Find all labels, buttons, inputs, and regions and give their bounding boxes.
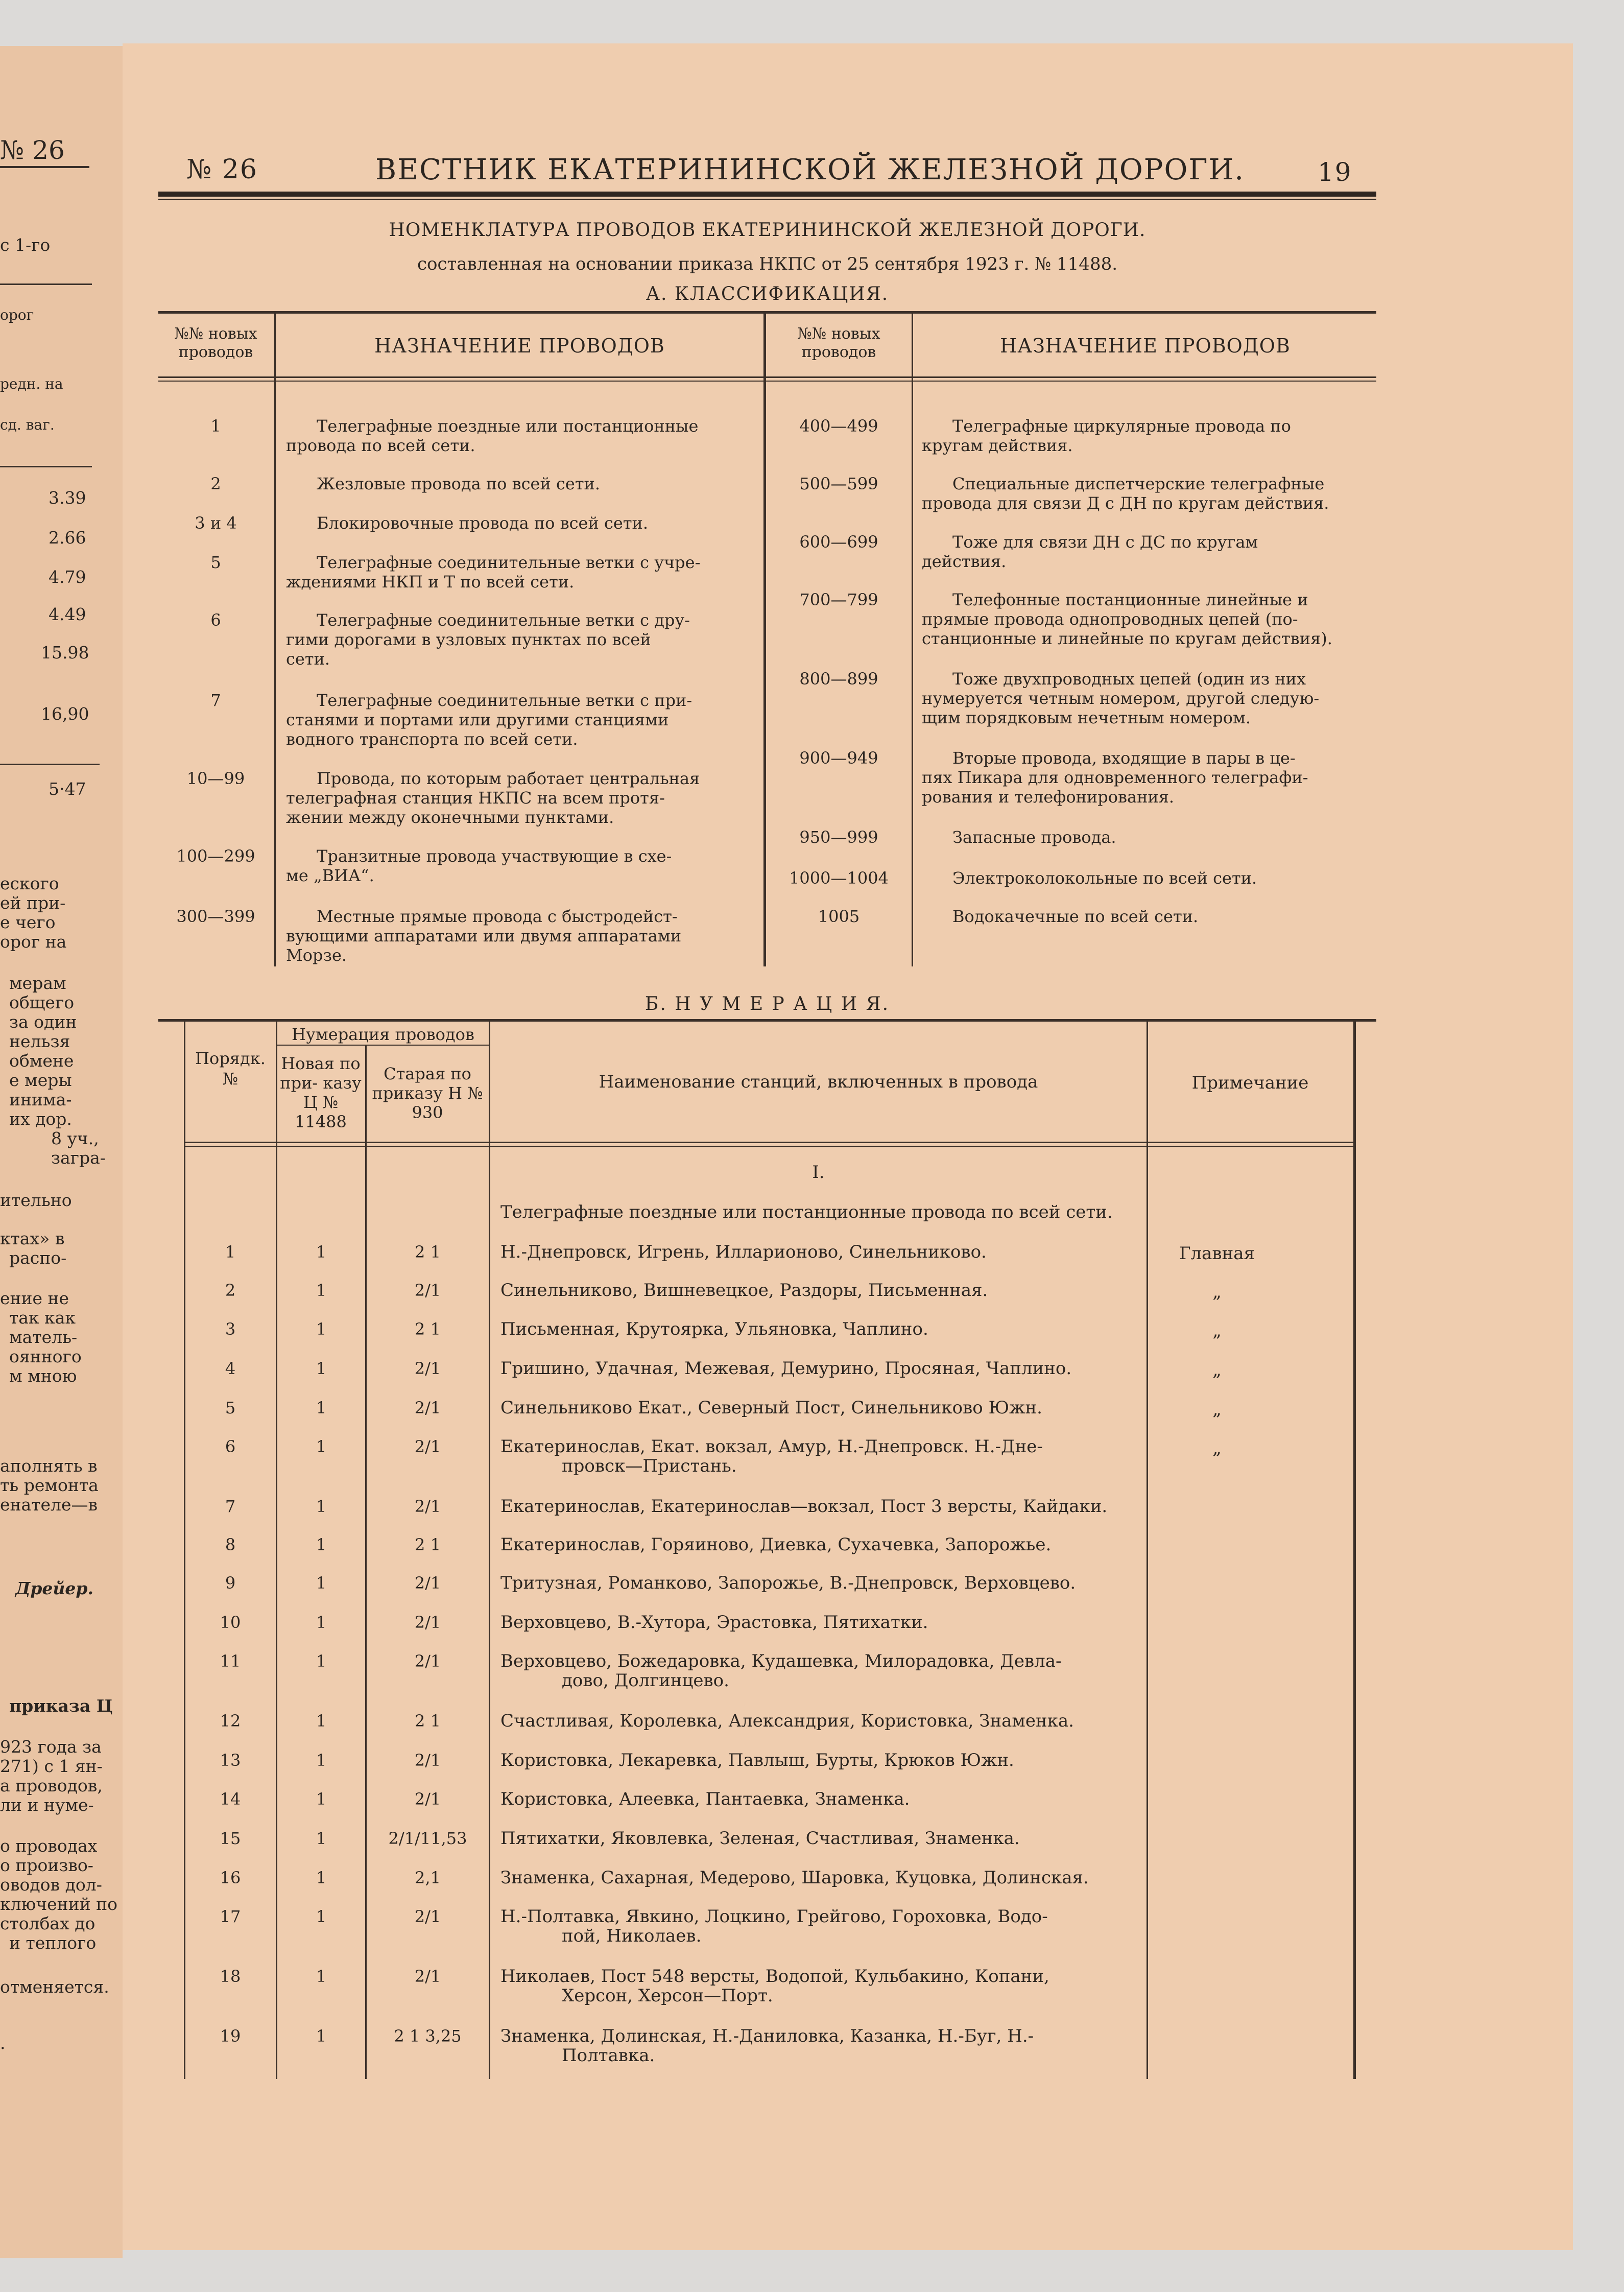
row-new-number: 1: [316, 1242, 327, 1262]
table-head-rule-2: [158, 381, 1376, 382]
left-page-line: загра-: [51, 1148, 106, 1168]
left-page-line: еского: [0, 873, 59, 893]
nomenclature-subtitle: составленная на основании приказа НКПС от 25 сентября 1923 г. № 11488.: [417, 254, 1118, 274]
class-purpose-line: сети.: [286, 649, 330, 669]
left-page-line: ей при-: [0, 893, 66, 913]
num-head-rule-2: [184, 1146, 1354, 1147]
row-new-number: 1: [316, 1359, 327, 1378]
row-new-number: 1: [316, 1535, 327, 1554]
table-top-rule: [158, 311, 1376, 314]
class-purpose-line: жении между оконечными пунктами.: [286, 808, 614, 827]
num-col-divider: [1147, 1022, 1148, 2079]
row-order-number: 5: [225, 1398, 236, 1417]
left-page-line: 8 уч.,: [51, 1128, 99, 1148]
row-order-number: 3: [225, 1319, 236, 1339]
row-stations: Верховцево, В.-Хутора, Эрастовка, Пятихатки.: [500, 1612, 928, 1633]
left-page-line: .: [0, 2033, 6, 2053]
class-purpose-line: Вторые провода, входящие в пары в це-: [952, 748, 1296, 768]
left-page-line: аполнять в: [0, 1456, 98, 1476]
left-page-line: с 1-го: [0, 235, 51, 255]
col-header-new: Новая по при- казу Ц № 11488: [280, 1054, 362, 1131]
row-old-number: 2/1/11,53: [388, 1829, 467, 1848]
row-stations: дово, Долгинцево.: [562, 1670, 729, 1691]
row-stations: Екатеринослав, Горяиново, Диевка, Сухачевка, Запорожье.: [500, 1534, 1052, 1555]
left-rule: [0, 764, 100, 765]
row-order-number: 1: [225, 1242, 236, 1262]
row-new-number: 1: [316, 1967, 327, 1986]
row-order-number: 12: [220, 1711, 241, 1731]
nomenclature-title: НОМЕНКЛАТУРА ПРОВОДОВ ЕКАТЕРИНИНСКОЙ ЖЕЛЕЗНОЙ ДОРОГИ.: [389, 220, 1146, 241]
col-header-num-left: №№ новых проводов: [174, 325, 257, 361]
row-stations: Екатеринослав, Екат. вокзал, Амур, Н.-Днепровск. Н.-Дне-: [500, 1436, 1043, 1457]
row-old-number: 2 1: [415, 1711, 441, 1731]
row-old-number: 2 1: [415, 1242, 441, 1262]
row-new-number: 1: [316, 2026, 327, 2046]
row-new-number: 1: [316, 1711, 327, 1731]
class-purpose-line: Телеграфные циркулярные провода по: [952, 416, 1291, 436]
left-page-line: инима-: [9, 1090, 72, 1109]
row-new-number: 1: [316, 1281, 327, 1300]
group-title: Телеграфные поездные или постанционные провода по всей сети.: [500, 1202, 1113, 1222]
left-page-line: и теплого: [9, 1933, 97, 1953]
row-old-number: 2/1: [414, 1573, 441, 1593]
row-stations: Н.-Полтавка, Явкино, Лоцкино, Грейгово, Гороховка, Водо-: [500, 1906, 1048, 1927]
class-purpose-line: Запасные провода.: [952, 828, 1116, 847]
class-purpose-line: действия.: [922, 552, 1007, 571]
class-purpose-line: Местные прямые провода с быстродейст-: [317, 907, 678, 926]
class-purpose-line: провода по всей сети.: [286, 436, 475, 455]
class-number: 700—799: [799, 590, 878, 609]
row-new-number: 1: [316, 1437, 327, 1456]
left-page-line: мерам: [9, 973, 66, 993]
row-stations: Синельниково, Вишневецкое, Раздоры, Письменная.: [500, 1280, 988, 1301]
col-header-old: Старая по приказу Н № 930: [372, 1064, 483, 1122]
row-order-number: 4: [225, 1359, 236, 1378]
class-purpose-line: рования и телефонирования.: [922, 787, 1175, 807]
row-old-number: 2/1: [414, 1789, 441, 1809]
col-divider: [912, 313, 913, 966]
left-page-line: приказа Ц: [9, 1696, 113, 1716]
row-old-number: 2 1: [415, 1319, 441, 1339]
class-number: 7: [210, 691, 221, 710]
col-header-num-right: №№ новых проводов: [797, 325, 880, 361]
class-purpose-line: прямые провода однопроводных цепей (по-: [922, 609, 1298, 629]
class-purpose-line: Тоже двухпроводных цепей (один из них: [952, 669, 1306, 689]
left-page-line: № 26: [0, 135, 65, 165]
row-stations: Синельниково Екат., Северный Пост, Синельниково Южн.: [500, 1398, 1042, 1418]
section-b-heading: Б. Н У М Е Р А Ц И Я.: [644, 994, 890, 1014]
row-stations: Знаменка, Долинская, Н.-Даниловка, Казанка, Н.-Буг, Н.-: [500, 2026, 1034, 2046]
class-purpose-line: кругам действия.: [922, 436, 1073, 455]
left-page-line: за один: [9, 1012, 77, 1032]
row-note: „: [1212, 1399, 1222, 1420]
row-stations: Счастливая, Королевка, Александрия, Користовка, Знаменка.: [500, 1711, 1074, 1731]
row-order-number: 9: [225, 1573, 236, 1593]
class-number: 500—599: [799, 474, 878, 493]
left-page-line: 923 года за: [0, 1737, 102, 1757]
page-number: 19: [1318, 157, 1352, 187]
class-number: 3 и 4: [195, 513, 237, 533]
col-header-purpose-left: НАЗНАЧЕНИЕ ПРОВОДОВ: [374, 335, 665, 357]
class-purpose-line: Телеграфные соединительные ветки с при-: [317, 691, 692, 710]
row-note: Главная: [1179, 1243, 1255, 1264]
num-head-rule: [184, 1142, 1354, 1143]
left-rule: [0, 283, 92, 285]
row-order-number: 17: [220, 1907, 241, 1926]
row-old-number: 2/1: [414, 1967, 441, 1986]
row-old-number: 2 1: [415, 1535, 441, 1554]
left-page-line: е меры: [9, 1070, 72, 1090]
class-purpose-line: Телеграфные соединительные ветки с учре-: [317, 553, 701, 572]
class-purpose-line: Морзе.: [286, 946, 347, 965]
col-header-note: Примечание: [1191, 1073, 1309, 1093]
left-page-line: обмене: [9, 1051, 74, 1071]
left-page-line: ктах» в: [0, 1228, 65, 1248]
row-old-number: 2 1 3,25: [394, 2026, 462, 2046]
class-number: 800—899: [799, 669, 878, 689]
class-purpose-line: Транзитные провода участвующие в схе-: [317, 846, 672, 866]
row-note: „: [1212, 1360, 1222, 1380]
row-old-number: 2/1: [414, 1497, 441, 1516]
row-stations: Користовка, Лекаревка, Павлыш, Бурты, Крюков Южн.: [500, 1750, 1014, 1770]
class-number: 1005: [818, 907, 860, 926]
class-purpose-line: Жезловые провода по всей сети.: [317, 474, 601, 493]
row-stations: Екатеринослав, Екатеринослав—вокзал, Пост 3 версты, Кайдаки.: [500, 1496, 1108, 1517]
class-number: 2: [210, 474, 221, 493]
group-roman: I.: [812, 1162, 825, 1183]
class-number: 5: [210, 553, 221, 572]
class-purpose-line: щим порядковым нечетным номером.: [922, 708, 1251, 727]
row-stations: провск—Пристань.: [562, 1456, 737, 1476]
row-order-number: 18: [220, 1967, 241, 1986]
left-page-line: ть ремонта: [0, 1475, 99, 1495]
row-new-number: 1: [316, 1613, 327, 1632]
row-new-number: 1: [316, 1907, 327, 1926]
left-page-line: о проводах: [0, 1836, 98, 1856]
class-number: 900—949: [799, 748, 878, 768]
row-old-number: 2/1: [414, 1613, 441, 1632]
row-note: „: [1212, 1282, 1222, 1302]
class-purpose-line: ждениями НКП и Т по всей сети.: [286, 572, 575, 592]
left-page-line: 271) с 1 ян-: [0, 1756, 103, 1776]
row-order-number: 16: [220, 1868, 241, 1887]
row-order-number: 15: [220, 1829, 241, 1848]
class-purpose-line: пях Пикара для одновременного телеграфи-: [922, 768, 1308, 787]
left-page-line: ение не: [0, 1288, 69, 1308]
row-order-number: 14: [220, 1789, 241, 1809]
class-purpose-line: телеграфная станция НКПС на всем протя-: [286, 788, 665, 808]
col-header-names: Наименование станций, включенных в провода: [599, 1072, 1038, 1092]
left-page-line: енателе—в: [0, 1495, 98, 1515]
class-purpose-line: Провода, по которым работает центральная: [317, 769, 700, 788]
class-purpose-line: Блокировочные провода по всей сети.: [317, 513, 649, 533]
row-order-number: 6: [225, 1437, 236, 1456]
row-stations: Херсон, Херсон—Порт.: [562, 1986, 773, 2006]
class-number: 950—999: [799, 828, 878, 847]
left-page-line: 3.39: [49, 488, 86, 508]
row-stations: Николаев, Пост 548 версты, Водопой, Кульбакино, Копани,: [500, 1966, 1049, 1987]
left-rule: [0, 466, 92, 467]
left-page-line: распо-: [9, 1248, 67, 1268]
row-order-number: 19: [220, 2026, 241, 2046]
class-number: 1000—1004: [789, 868, 889, 888]
row-stations: Письменная, Крутоярка, Ульяновка, Чаплино.: [500, 1319, 928, 1339]
num-border-right: [1353, 1022, 1356, 2079]
row-stations: Пятихатки, Яковлевка, Зеленая, Счастливая, Знаменка.: [500, 1828, 1020, 1849]
class-purpose-line: Телеграфные поездные или постанционные: [317, 416, 699, 436]
class-purpose-line: вующими аппаратами или двумя аппаратами: [286, 926, 682, 946]
section-a-heading: А. КЛАССИФИКАЦИЯ.: [646, 283, 889, 304]
left-page-line: а проводов,: [0, 1776, 103, 1795]
left-page-line: матель-: [9, 1327, 78, 1347]
row-note: „: [1212, 1320, 1222, 1341]
row-stations: Знаменка, Сахарная, Медерово, Шаровка, Куцовка, Долинская.: [500, 1868, 1089, 1888]
header-rule-thin: [158, 199, 1376, 200]
left-page-line: так как: [9, 1308, 76, 1328]
left-page-line: 16,90: [41, 704, 89, 724]
left-page-line: орог на: [0, 932, 67, 952]
left-page-line: орог: [0, 306, 34, 323]
class-number: 400—499: [799, 416, 878, 436]
col-header-order: Порядк. №: [195, 1049, 266, 1089]
row-order-number: 8: [225, 1535, 236, 1554]
row-old-number: 2/1: [414, 1437, 441, 1456]
left-page-line: их дор.: [9, 1109, 72, 1129]
class-purpose-line: станями и портами или другими станциями: [286, 710, 669, 729]
row-new-number: 1: [316, 1751, 327, 1770]
class-number: 300—399: [176, 907, 255, 926]
left-page-line: 4.79: [49, 567, 86, 587]
row-stations: Полтавка.: [562, 2045, 655, 2066]
row-stations: Користовка, Алеевка, Пантаевка, Знаменка.: [500, 1789, 910, 1809]
class-number: 600—699: [799, 532, 878, 552]
class-purpose-line: станционные и линейные по кругам действия).: [922, 629, 1332, 648]
col-header-purpose-right: НАЗНАЧЕНИЕ ПРОВОДОВ: [1000, 335, 1291, 357]
left-page-line: Дрейер.: [15, 1578, 93, 1598]
left-page-line: ключений по: [0, 1894, 118, 1914]
class-purpose-line: нумеруется четным номером, другой следую-: [922, 689, 1320, 708]
row-new-number: 1: [316, 1829, 327, 1848]
left-page-line: редн. на: [0, 375, 63, 392]
row-new-number: 1: [316, 1789, 327, 1809]
row-order-number: 7: [225, 1497, 236, 1516]
left-page-line: оянного: [9, 1346, 82, 1366]
row-old-number: 2/1: [414, 1398, 441, 1417]
row-old-number: 2/1: [414, 1751, 441, 1770]
header-rule: [158, 192, 1376, 197]
left-page-line: о произво-: [0, 1855, 93, 1875]
class-purpose-line: Телеграфные соединительные ветки с дру-: [317, 610, 690, 630]
row-old-number: 2/1: [414, 1907, 441, 1926]
row-new-number: 1: [316, 1573, 327, 1593]
class-purpose-line: гими дорогами в узловых пунктах по всей: [286, 630, 651, 649]
class-number: 100—299: [176, 846, 255, 866]
left-page-line: 2.66: [49, 528, 86, 548]
row-old-number: 2/1: [414, 1651, 441, 1671]
class-purpose-line: водного транспорта по всей сети.: [286, 729, 578, 749]
left-page-line: 4.49: [49, 604, 86, 624]
left-page-line: е чего: [0, 912, 56, 932]
row-stations: пой, Николаев.: [562, 1926, 702, 1946]
class-number: 6: [210, 610, 221, 630]
left-page-line: отменяется.: [0, 1977, 109, 1997]
left-page-line: столбах до: [0, 1913, 95, 1933]
journal-title: ВЕСТНИК ЕКАТЕРИНИНСКОЙ ЖЕЛЕЗНОЙ ДОРОГИ.: [375, 153, 1245, 186]
row-order-number: 10: [220, 1613, 241, 1632]
left-page-line: ительно: [0, 1190, 72, 1210]
class-purpose-line: Тоже для связи ДН с ДС по кругам: [952, 532, 1258, 552]
class-purpose-line: ме „ВИА“.: [286, 866, 374, 885]
left-page-line: м мною: [9, 1366, 77, 1386]
row-new-number: 1: [316, 1868, 327, 1887]
row-old-number: 2/1: [414, 1281, 441, 1300]
table-head-rule: [158, 376, 1376, 378]
left-page-line: нельзя: [9, 1031, 70, 1051]
row-stations: Верховцево, Божедаровка, Кудашевка, Милорадовка, Девла-: [500, 1651, 1062, 1671]
row-old-number: 2,1: [415, 1868, 441, 1887]
left-page-line: ли и нуме-: [0, 1795, 94, 1815]
class-number: 1: [210, 416, 221, 436]
left-page-line: 15.98: [41, 643, 89, 663]
col-header-numbering: Нумерация проводов: [292, 1025, 474, 1044]
class-number: 10—99: [186, 769, 245, 788]
left-page-line: сд. ваг.: [0, 416, 55, 433]
row-note: „: [1212, 1438, 1222, 1458]
row-new-number: 1: [316, 1651, 327, 1671]
class-purpose-line: Водокачечные по всей сети.: [952, 907, 1199, 926]
left-page-line: общего: [9, 993, 75, 1012]
class-purpose-line: провода для связи Д с ДН по кругам действия.: [922, 493, 1329, 513]
left-page-line: оводов дол-: [0, 1875, 102, 1895]
row-old-number: 2/1: [414, 1359, 441, 1378]
row-new-number: 1: [316, 1319, 327, 1339]
row-order-number: 2: [225, 1281, 236, 1300]
class-purpose-line: Электроколокольные по всей сети.: [952, 868, 1257, 888]
issue-number: № 26: [186, 154, 258, 185]
row-order-number: 11: [220, 1651, 241, 1671]
row-order-number: 13: [220, 1751, 241, 1770]
row-stations: Н.-Днепровск, Игрень, Илларионово, Синельниково.: [500, 1242, 987, 1262]
class-purpose-line: Специальные диспетчерские телеграфные: [952, 474, 1325, 493]
row-stations: Гришино, Удачная, Межевая, Демурино, Просяная, Чаплино.: [500, 1358, 1072, 1379]
class-purpose-line: Телефонные постанционные линейные и: [952, 590, 1308, 609]
left-page-line: 5·47: [49, 779, 86, 799]
num-subhead-rule: [276, 1045, 489, 1046]
row-new-number: 1: [316, 1497, 327, 1516]
col-divider: [274, 313, 276, 966]
numbering-top-rule: [158, 1019, 1376, 1022]
left-header-rule: [0, 166, 89, 168]
row-new-number: 1: [316, 1398, 327, 1417]
row-stations: Тритузная, Романково, Запорожье, В.-Днепровск, Верховцево.: [500, 1573, 1076, 1593]
